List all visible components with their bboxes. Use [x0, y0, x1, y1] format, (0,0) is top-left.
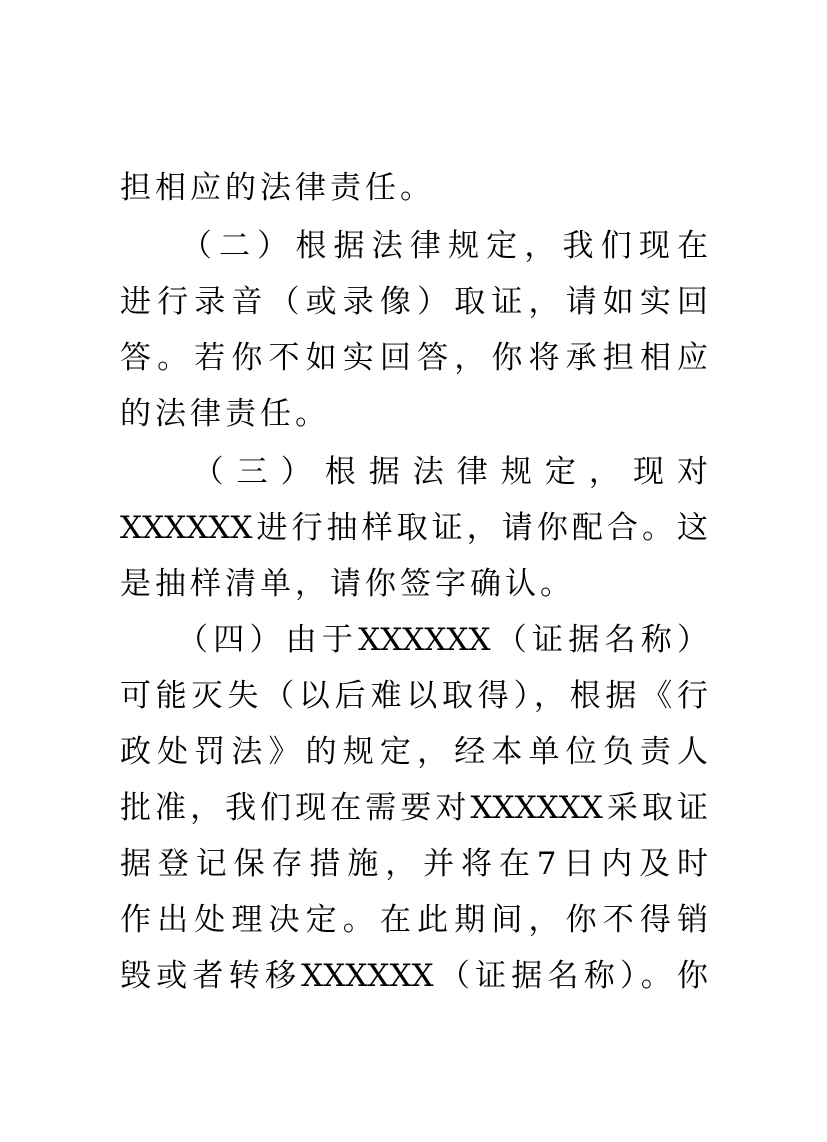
- text-line-3: 进行录音（或录像）取证，请如实回: [120, 284, 708, 320]
- text-line-7: XXXXXX进行抽样取证，请你配合。这: [120, 510, 708, 546]
- text-line-12: 批准，我们现在需要对XXXXXX采取证: [120, 790, 708, 826]
- text-line-10: 可能灭失（以后难以取得），根据《行: [120, 678, 708, 714]
- text-line-1: 担相应的法律责任。: [120, 170, 435, 206]
- text-line-2: （二）根据法律规定，我们现在: [120, 228, 708, 264]
- text-line-11: 政处罚法》的规定，经本单位负责人: [120, 734, 708, 770]
- text-line-15: 毁或者转移XXXXXX（证据名称）。你: [120, 958, 708, 994]
- text-line-6: （三）根据法律规定，现对: [120, 454, 708, 490]
- text-line-9: （四）由于XXXXXX（证据名称）: [120, 622, 708, 658]
- text-line-13: 据登记保存措施，并将在7日内及时: [120, 846, 708, 882]
- text-line-8: 是抽样清单，请你签字确认。: [120, 566, 575, 602]
- text-line-14: 作出处理决定。在此期间，你不得销: [120, 902, 708, 938]
- text-line-4: 答。若你不如实回答，你将承担相应: [120, 340, 708, 376]
- text-line-5: 的法律责任。: [120, 396, 330, 432]
